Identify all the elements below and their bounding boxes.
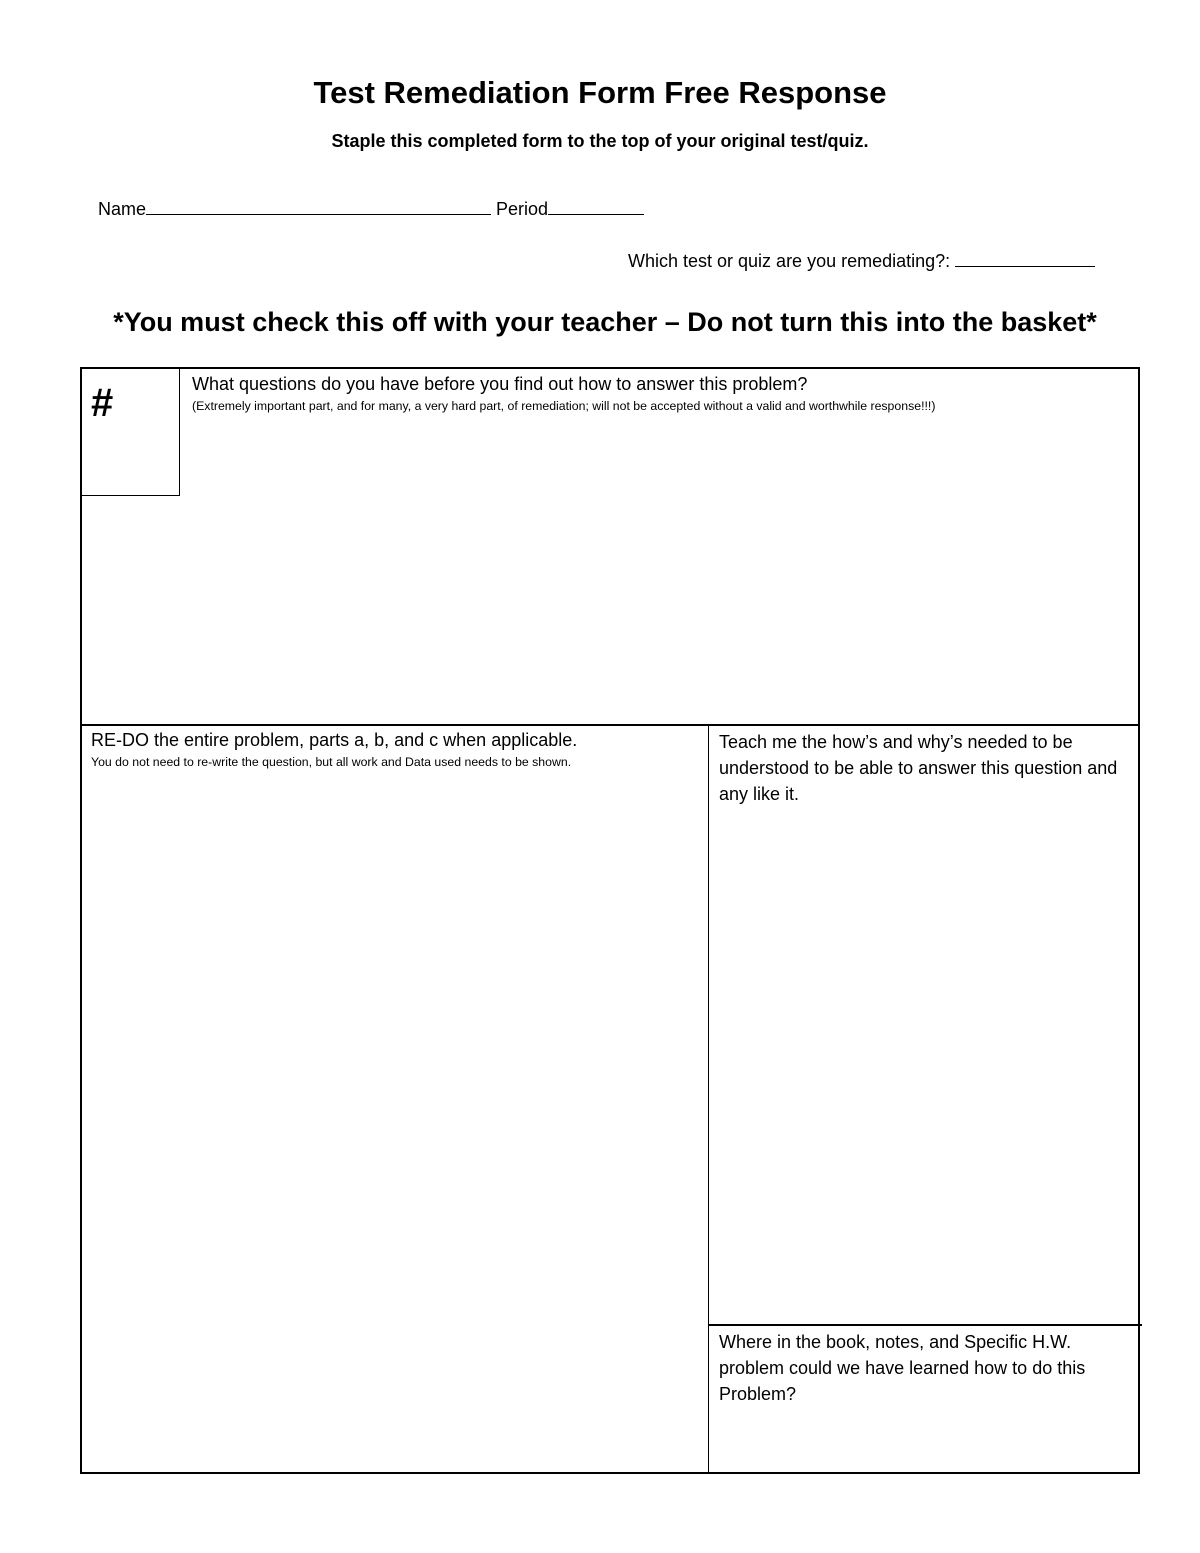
period-field[interactable] — [548, 196, 644, 215]
redo-note: You do not need to re-write the question, but all work and Data used needs to be shown. — [91, 755, 572, 769]
right-column-divider — [708, 1324, 1142, 1326]
where-prompt: Where in the book, notes, and Specific H.W. problem could we have learned how to do this Problem? — [719, 1332, 1086, 1404]
number-symbol: # — [91, 381, 114, 425]
which-test-field[interactable] — [955, 248, 1095, 267]
name-field[interactable] — [146, 196, 491, 215]
questions-note: (Extremely important part, and for many, a very hard part, of remediation; will not be accepted without a valid and worthwhile response!!!) — [192, 399, 936, 413]
name-period-row — [98, 196, 644, 220]
name-label: Name — [98, 199, 147, 219]
section-divider — [82, 724, 1138, 726]
questions-heading: What questions do you have before you find out how to answer this problem? — [192, 374, 808, 394]
redo-heading: RE-DO the entire problem, parts a, b, and c when applicable. — [91, 730, 578, 750]
remediation-grid — [80, 367, 1140, 1474]
problem-number-box[interactable] — [82, 369, 180, 496]
period-label: Period — [496, 199, 549, 219]
form-title: Test Remediation Form Free Response — [313, 75, 887, 110]
which-test-label: Which test or quiz are you remediating?: — [628, 251, 951, 271]
form-subtitle: Staple this completed form to the top of your original test/quiz. — [331, 131, 869, 151]
teacher-warning: *You must check this off with your teacher – Do not turn this into the basket* — [113, 307, 1097, 337]
column-divider — [708, 724, 709, 1474]
teach-prompt: Teach me the how’s and why’s needed to be understood to be able to answer this question and any like it. — [719, 732, 1118, 804]
which-test-row — [628, 248, 1095, 272]
